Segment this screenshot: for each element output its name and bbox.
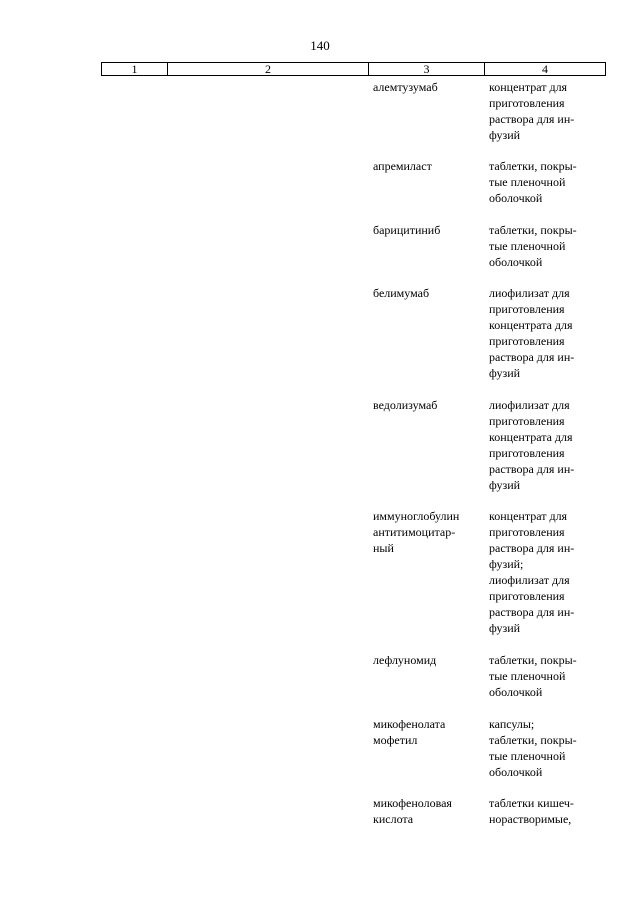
- dosage-form: капсулы; таблетки, покры- тые пленочной оболочкой: [489, 717, 577, 779]
- dosage-form: концентрат для приготовления раствора для ин- фузий: [489, 80, 575, 142]
- dosage-form: таблетки кишеч- норастворимые,: [489, 796, 574, 826]
- table-row: [0, 397, 640, 508]
- drug-name: алемтузумаб: [373, 80, 438, 94]
- drug-name: ведолизумаб: [373, 398, 438, 412]
- table-row: [0, 158, 640, 222]
- column-header-2: 2: [168, 63, 369, 76]
- dosage-form: лиофилизат для приготовления концентрата для приготовления раствора для ин- фузий: [489, 286, 575, 380]
- drug-name: барицитиниб: [373, 223, 441, 237]
- table-body: [0, 79, 640, 835]
- drug-name: лефлуномид: [373, 653, 437, 667]
- column-header-4: 4: [485, 63, 606, 76]
- page-number: 140: [310, 38, 330, 53]
- table-row: [0, 222, 640, 285]
- table-header: [101, 62, 606, 76]
- drug-name: белимумаб: [373, 286, 430, 300]
- table-row: [0, 285, 640, 397]
- dosage-form: концентрат для приготовления раствора для ин- фузий; лиофилизат для приготовления раствора для ин- фузий: [489, 509, 575, 635]
- drug-name: микофенолата мофетил: [373, 717, 446, 747]
- table-row: [0, 508, 640, 652]
- table-row: [0, 716, 640, 795]
- dosage-form: таблетки, покры- тые пленочной оболочкой: [489, 653, 577, 699]
- table-row: [0, 79, 640, 158]
- column-header-1: 1: [102, 63, 168, 76]
- drug-name: иммуноглобулин антитимоцитар- ный: [373, 509, 460, 555]
- column-header-3: 3: [369, 63, 485, 76]
- table-row: [0, 652, 640, 716]
- dosage-form: лиофилизат для приготовления концентрата для приготовления раствора для ин- фузий: [489, 398, 575, 492]
- table-row: [0, 795, 640, 835]
- dosage-form: таблетки, покры- тые пленочной оболочкой: [489, 223, 577, 269]
- drug-name: микофеноловая кислота: [373, 796, 452, 826]
- drug-name: апремиласт: [373, 159, 432, 173]
- dosage-form: таблетки, покры- тые пленочной оболочкой: [489, 159, 577, 205]
